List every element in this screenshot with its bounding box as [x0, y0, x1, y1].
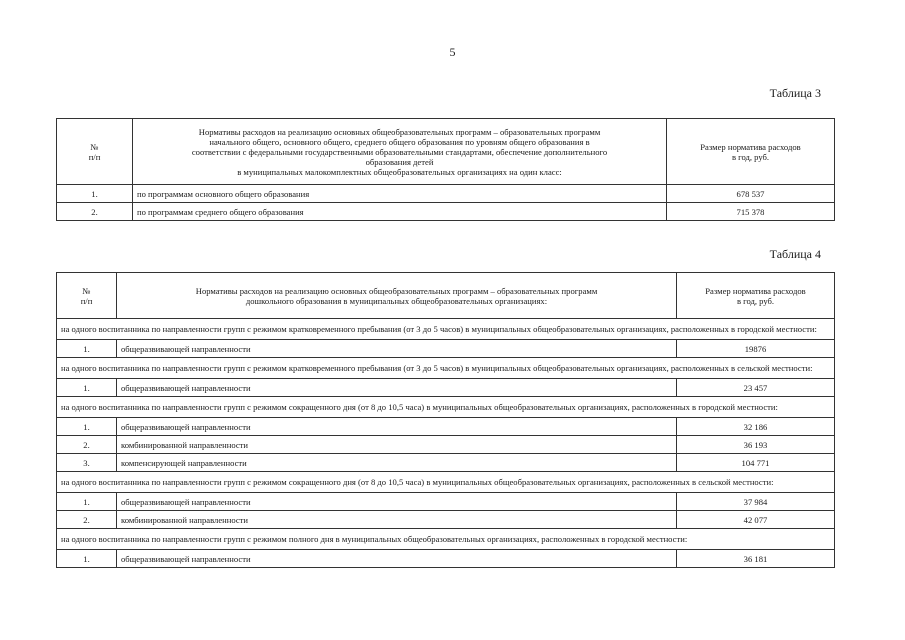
row-num: 1.: [57, 550, 117, 568]
header-num-abbr: п/п: [88, 151, 101, 162]
section-text: на одного воспитанника по направленности групп с режимом сокращенного дня (от 8 до 10,5 часа) в муниципальных общеобразовательных организациях, расположенных в городской местности:: [57, 397, 835, 418]
table4-header-num: [57, 273, 117, 319]
row-value: 32 186: [677, 418, 835, 436]
row-name: комбинированной направленности: [117, 436, 677, 454]
table-row: [57, 550, 835, 568]
row-num: 3.: [57, 454, 117, 472]
header-size-line: в год, руб.: [736, 295, 775, 306]
table4-header-row: [57, 273, 835, 319]
table-row: [57, 418, 835, 436]
page-number: 5: [449, 45, 456, 59]
row-name: общеразвивающей направленности: [117, 493, 677, 511]
row-value: 23 457: [677, 379, 835, 397]
table3-header-num: [57, 119, 133, 185]
row-num: 2.: [57, 511, 117, 529]
section-text: на одного воспитанника по направленности групп с режимом сокращенного дня (от 8 до 10,5 часа) в муниципальных общеобразовательных организациях, расположенных в сельской местности:: [57, 472, 835, 493]
row-num: 1.: [57, 185, 133, 203]
header-num-abbr: п/п: [80, 295, 93, 306]
row-num: 1.: [57, 493, 117, 511]
header-title-line: образования детей: [365, 156, 434, 167]
table-row: [57, 203, 835, 221]
row-value: 19876: [677, 340, 835, 358]
row-name: общеразвивающей направленности: [117, 340, 677, 358]
row-num: 1.: [57, 379, 117, 397]
section-text: на одного воспитанника по направленности групп с режимом кратковременного пребывания (от 3 до 5 часов) в муниципальных общеобразовательных организациях, расположенных в сельской местности:: [57, 358, 835, 379]
table-row: [57, 436, 835, 454]
row-value: 678 537: [667, 185, 835, 203]
table-row: [57, 379, 835, 397]
header-title-line: дошкольного образования в муниципальных общеобразовательных организациях:: [245, 295, 548, 306]
header-num-sign: №: [82, 285, 91, 296]
row-name: компенсирующей направленности: [117, 454, 677, 472]
section-row-urban-full-day: [57, 529, 835, 550]
table-row: [57, 185, 835, 203]
table3: [56, 118, 835, 221]
header-size-line: Размер норматива расходов: [700, 141, 801, 152]
row-value: 42 077: [677, 511, 835, 529]
section-text: на одного воспитанника по направленности групп с режимом полного дня в муниципальных общеобразовательных организациях, расположенных в городской местности:: [57, 529, 835, 550]
section-row-urban-reduced-day: [57, 397, 835, 418]
table3-header-size: [667, 119, 835, 185]
header-title-line: соответствии с федеральными государственными образовательными стандартами, обеспечение дополнительного: [191, 146, 608, 157]
table3-header-title: [133, 119, 667, 185]
section-text: на одного воспитанника по направленности групп с режимом кратковременного пребывания (от 3 до 5 часов) в муниципальных общеобразовательных организациях, расположенных в городской местности:: [57, 319, 835, 340]
section-row-rural-short-stay: [57, 358, 835, 379]
row-name: по программам основного общего образования: [133, 185, 667, 203]
row-num: 1.: [57, 418, 117, 436]
header-title-line: Нормативы расходов на реализацию основных общеобразовательных программ – образовательных программ: [198, 126, 601, 137]
row-value: 36 181: [677, 550, 835, 568]
row-num: 2.: [57, 203, 133, 221]
row-value: 36 193: [677, 436, 835, 454]
header-title-line: начального общего, основного общего, среднего общего образования по уровням общего образования в: [209, 136, 590, 147]
header-title-line: в муниципальных малокомплектных общеобразовательных организациях на один класс:: [237, 166, 562, 177]
table-row: [57, 511, 835, 529]
table-row: [57, 454, 835, 472]
table4-header-size: [677, 273, 835, 319]
header-num-sign: №: [90, 141, 99, 152]
header-title-line: Нормативы расходов на реализацию основных общеобразовательных программ – образовательных программ: [195, 285, 598, 296]
row-name: по программам среднего общего образования: [133, 203, 667, 221]
row-num: 2.: [57, 436, 117, 454]
row-name: общеразвивающей направленности: [117, 550, 677, 568]
row-name: комбинированной направленности: [117, 511, 677, 529]
section-row-rural-reduced-day: [57, 472, 835, 493]
table4: [56, 272, 835, 568]
table3-header-row: [57, 119, 835, 185]
row-name: общеразвивающей направленности: [117, 379, 677, 397]
row-value: 715 378: [667, 203, 835, 221]
row-value: 104 771: [677, 454, 835, 472]
table-row: [57, 340, 835, 358]
table4-header-title: [117, 273, 677, 319]
table3-caption: Таблица 3: [769, 86, 821, 100]
table4-caption: Таблица 4: [769, 247, 821, 261]
table-row: [57, 493, 835, 511]
row-num: 1.: [57, 340, 117, 358]
row-value: 37 984: [677, 493, 835, 511]
row-name: общеразвивающей направленности: [117, 418, 677, 436]
section-row-urban-short-stay: [57, 319, 835, 340]
header-size-line: Размер норматива расходов: [705, 285, 806, 296]
header-size-line: в год, руб.: [731, 151, 770, 162]
